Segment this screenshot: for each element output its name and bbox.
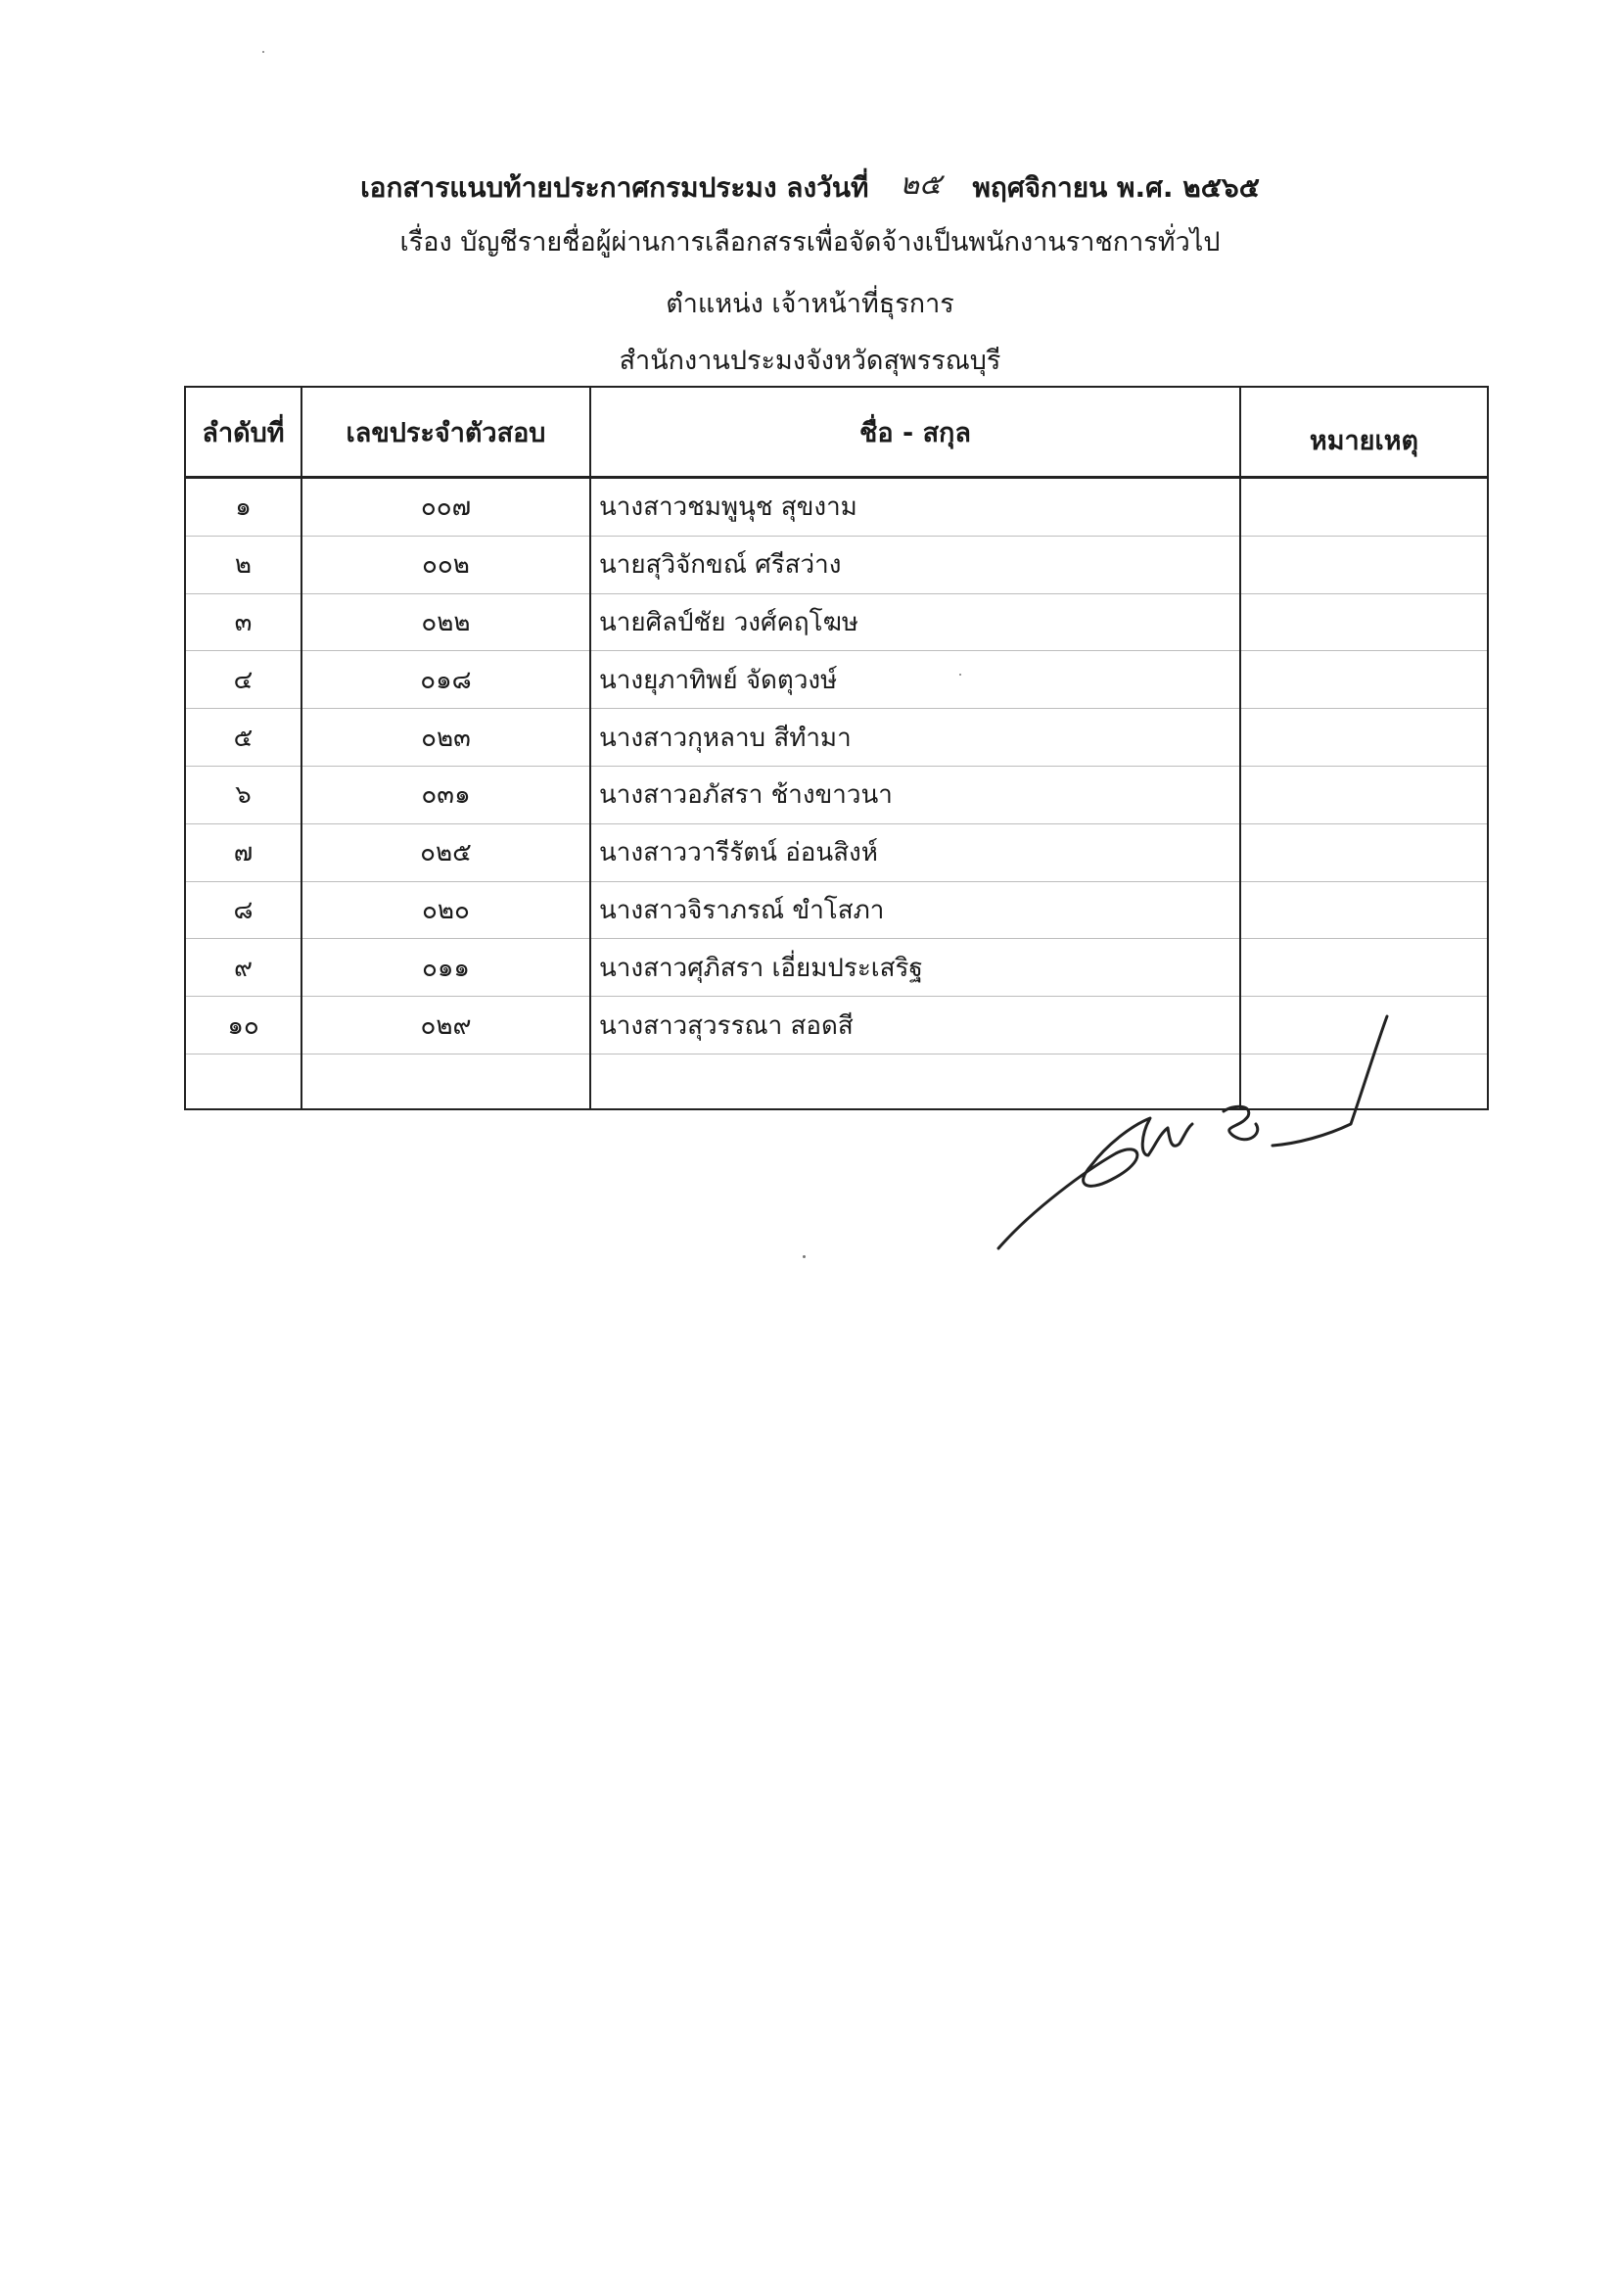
cell-order	[185, 1054, 301, 1109]
scan-speck	[803, 1255, 806, 1258]
column-header-order	[185, 387, 301, 478]
column-header-name	[590, 387, 1240, 478]
column-header-remark	[1240, 387, 1488, 478]
cell-exam-id-text: ๐๒๙	[420, 1010, 472, 1041]
cell-name-text: นางสาวสุวรรณา สอดสี	[599, 1010, 854, 1041]
cell-name	[590, 478, 1240, 537]
cell-name	[590, 881, 1240, 939]
scan-speck	[262, 51, 264, 53]
handwritten-day: ๒๕	[900, 167, 942, 202]
cell-exam-id-text: ๐๐๒	[422, 550, 470, 581]
cell-order	[185, 939, 301, 997]
cell-exam-id-text: ๐๓๑	[421, 780, 471, 811]
cell-order	[185, 823, 301, 881]
cell-name-text: นางสาวจิราภรณ์ ขำโสภา	[599, 895, 885, 925]
cell-remark	[1240, 709, 1488, 767]
cell-order-text: ๒	[234, 550, 253, 581]
column-header-exam-id	[301, 387, 590, 478]
cell-exam-id	[301, 939, 590, 997]
table-row	[185, 881, 1488, 939]
cell-order	[185, 478, 301, 537]
cell-exam-id	[301, 478, 590, 537]
cell-remark	[1240, 536, 1488, 593]
position-line: ตำแหน่ง เจ้าหน้าที่ธุรการ	[666, 289, 954, 319]
cell-order-text: ๑๐	[227, 1010, 259, 1041]
cell-name-text	[591, 1066, 599, 1096]
column-header-label: หมายเหตุ	[1309, 425, 1419, 456]
cell-name	[590, 939, 1240, 997]
table-header-row	[185, 387, 1488, 478]
cell-name	[590, 593, 1240, 651]
cell-exam-id	[301, 536, 590, 593]
cell-exam-id-text: ๐๒๓	[421, 723, 471, 753]
cell-name-text: นางสาวศุภิสรา เอี่ยมประเสริฐ	[599, 953, 923, 983]
cell-name-text: นางสาวกุหลาบ สีทำมา	[599, 723, 852, 753]
cell-remark	[1240, 478, 1488, 537]
column-header-label: ลำดับที่	[202, 417, 285, 448]
office-line: สำนักงานประมงจังหวัดสุพรรณบุรี	[619, 346, 1001, 376]
cell-name-text: นางสาวอภัสรา ช้างขาวนา	[599, 780, 893, 811]
cell-order-text: ๓	[234, 607, 253, 637]
cell-exam-id	[301, 593, 590, 651]
subject-line: เรื่อง บัญชีรายชื่อผู้ผ่านการเลือกสรรเพื่อจัดจ้างเป็นพนักงานราชการทั่วไป	[399, 227, 1221, 258]
cell-order	[185, 593, 301, 651]
cell-name	[590, 709, 1240, 767]
cell-exam-id	[301, 766, 590, 823]
table-row	[185, 766, 1488, 823]
cell-exam-id	[301, 823, 590, 881]
column-header-label: ชื่อ - สกุล	[859, 417, 971, 448]
title-suffix: พฤศจิกายน พ.ศ. ๒๕๖๕	[972, 170, 1260, 204]
cell-name-text: นางสาวชมพูนุช สุขงาม	[599, 492, 857, 523]
cell-exam-id	[301, 881, 590, 939]
cell-order-text: ๗	[233, 838, 254, 868]
signature-icon	[994, 999, 1405, 1263]
cell-exam-id-text: ๐๑๘	[420, 665, 472, 695]
cell-name	[590, 823, 1240, 881]
cell-order	[185, 536, 301, 593]
cell-remark	[1240, 651, 1488, 709]
cell-remark	[1240, 939, 1488, 997]
cell-exam-id	[301, 709, 590, 767]
cell-exam-id	[301, 651, 590, 709]
cell-exam-id-text: ๐๑๑	[422, 953, 470, 983]
cell-name-text: นายศิลป์ชัย วงศ์คฤโฆษ	[599, 607, 859, 637]
table-row	[185, 939, 1488, 997]
cell-order-text: ๘	[233, 895, 254, 925]
cell-exam-id	[301, 997, 590, 1054]
table-row	[185, 823, 1488, 881]
cell-order	[185, 881, 301, 939]
cell-remark	[1240, 881, 1488, 939]
cell-order	[185, 651, 301, 709]
cell-exam-id-text: ๐๒๕	[420, 838, 472, 868]
table-row	[185, 478, 1488, 537]
cell-name	[590, 766, 1240, 823]
table-row	[185, 593, 1488, 651]
cell-order-text: ๙	[233, 953, 254, 983]
cell-order	[185, 766, 301, 823]
cell-order-text: ๑	[235, 492, 252, 523]
cell-order	[185, 997, 301, 1054]
cell-name	[590, 536, 1240, 593]
cell-exam-id-text: ๐๒๐	[422, 895, 470, 925]
cell-name-text: นางยุภาทิพย์ จัดตุวงษ์	[599, 665, 838, 695]
cell-remark	[1240, 766, 1488, 823]
title-prefix: เอกสารแนบท้ายประกาศกรมประมง ลงวันที่	[360, 170, 869, 204]
cell-order-text: ๕	[233, 723, 254, 753]
cell-name	[590, 651, 1240, 709]
cell-exam-id-text: ๐๒๒	[421, 607, 471, 637]
cell-remark	[1240, 593, 1488, 651]
cell-exam-id-text: ๐๐๗	[420, 492, 472, 523]
cell-order	[185, 709, 301, 767]
cell-name-text: นางสาววารีรัตน์ อ่อนสิงห์	[599, 838, 878, 868]
table-row	[185, 709, 1488, 767]
document-title	[0, 162, 1620, 213]
cell-exam-id	[301, 1054, 590, 1109]
table-row	[185, 536, 1488, 593]
cell-name-text: นายสุวิจักขณ์ ศรีสว่าง	[599, 550, 842, 581]
table-row	[185, 651, 1488, 709]
cell-order-text: ๔	[233, 665, 254, 695]
cell-remark	[1240, 823, 1488, 881]
scan-speck	[959, 674, 961, 676]
column-header-label: เลขประจำตัวสอบ	[346, 417, 546, 448]
cell-order-text: ๖	[235, 780, 252, 811]
